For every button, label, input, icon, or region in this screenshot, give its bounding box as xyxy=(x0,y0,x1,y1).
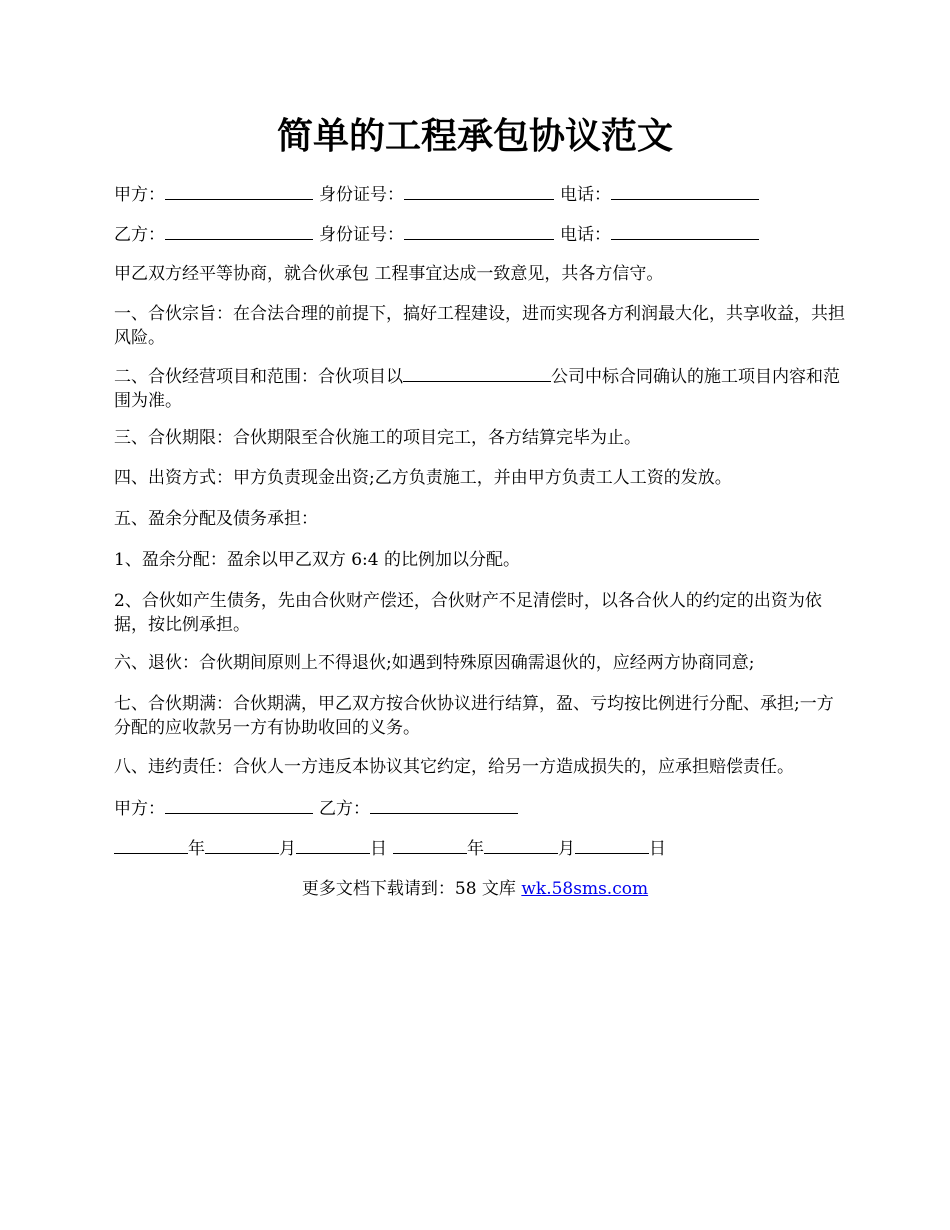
party-a-id-blank[interactable] xyxy=(404,182,554,200)
signature-party-b-label: 乙方： xyxy=(319,799,370,819)
clause-5-1: 1、盈余分配：盈余以甲乙双方 6:4 的比例加以分配。 xyxy=(114,550,520,570)
party-b-phone-blank[interactable] xyxy=(611,222,759,240)
date-b-day-blank[interactable] xyxy=(575,836,649,854)
footer-text: 更多文档下载请到：58 文库 xyxy=(301,879,522,899)
clause-4: 四、出资方式：甲方负责现金出资;乙方负责施工，并由甲方负责工人工资的发放。 xyxy=(114,468,732,488)
party-a-phone-blank[interactable] xyxy=(611,182,759,200)
clause-8: 八、违约责任：合伙人一方违反本协议其它约定，给另一方造成损失的，应承担赔偿责任。 xyxy=(114,757,794,777)
signature-line xyxy=(114,796,859,821)
clause-1: 一、合伙宗旨：在合法合理的前提下，搞好工程建设，进而实现各方利润最大化，共享收益，共担风险。 xyxy=(114,304,845,348)
party-b-name-blank[interactable] xyxy=(165,222,313,240)
party-a-label: 甲方： xyxy=(114,185,165,205)
party-a-phone-label: 电话： xyxy=(560,185,611,205)
document-title: 简单的工程承包协议范文 xyxy=(276,115,673,157)
clause-6: 六、退伙：合伙期间原则上不得退伙;如遇到特殊原因确需退伙的，应经两方协商同意; xyxy=(114,653,755,673)
clause-2-end: 公司中标合同确认的施工项目内容和范围为准。 xyxy=(114,367,840,411)
party-b-id-label: 身份证号： xyxy=(319,225,404,245)
date-b-month-label: 月 xyxy=(558,839,575,859)
date-b-day-label: 日 xyxy=(649,839,666,859)
party-b-line xyxy=(114,222,859,247)
party-a-line xyxy=(114,182,859,207)
clause-2-project-blank[interactable] xyxy=(403,364,551,382)
signature-party-a-blank[interactable] xyxy=(165,796,313,814)
signature-party-a-label: 甲方： xyxy=(114,799,165,819)
date-a-year-blank[interactable] xyxy=(114,836,188,854)
date-a-day-label: 日 xyxy=(370,839,387,859)
footer-link[interactable]: wk.58sms.com xyxy=(521,879,649,899)
signature-party-b-blank[interactable] xyxy=(370,796,518,814)
date-b-year-blank[interactable] xyxy=(393,836,467,854)
date-b-month-blank[interactable] xyxy=(484,836,558,854)
clause-5: 五、盈余分配及债务承担： xyxy=(114,509,318,529)
date-line xyxy=(114,836,859,861)
party-a-name-blank[interactable] xyxy=(165,182,313,200)
party-b-phone-label: 电话： xyxy=(560,225,611,245)
date-a-month-blank[interactable] xyxy=(205,836,279,854)
date-a-year-label: 年 xyxy=(188,839,205,859)
date-a-day-blank[interactable] xyxy=(296,836,370,854)
party-b-label: 乙方： xyxy=(114,225,165,245)
clause-2-start: 二、合伙经营项目和范围：合伙项目以 xyxy=(114,367,403,387)
clause-2 xyxy=(114,364,849,413)
intro-paragraph: 甲乙双方经平等协商，就合伙承包 工程事宜达成一致意见，共各方信守。 xyxy=(114,264,664,284)
clause-3: 三、合伙期限：合伙期限至合伙施工的项目完工，各方结算完毕为止。 xyxy=(114,428,641,448)
party-a-id-label: 身份证号： xyxy=(319,185,404,205)
footer xyxy=(0,877,950,901)
clause-7: 七、合伙期满：合伙期满，甲乙双方按合伙协议进行结算，盈、亏均按比例进行分配、承担;一方分配的应收款另一方有协助收回的义务。 xyxy=(114,694,834,738)
date-b-year-label: 年 xyxy=(467,839,484,859)
party-b-id-blank[interactable] xyxy=(404,222,554,240)
clause-5-2: 2、合伙如产生债务，先由合伙财产偿还，合伙财产不足清偿时，以各合伙人的约定的出资为依据，按比例承担。 xyxy=(114,591,822,635)
date-a-month-label: 月 xyxy=(279,839,296,859)
